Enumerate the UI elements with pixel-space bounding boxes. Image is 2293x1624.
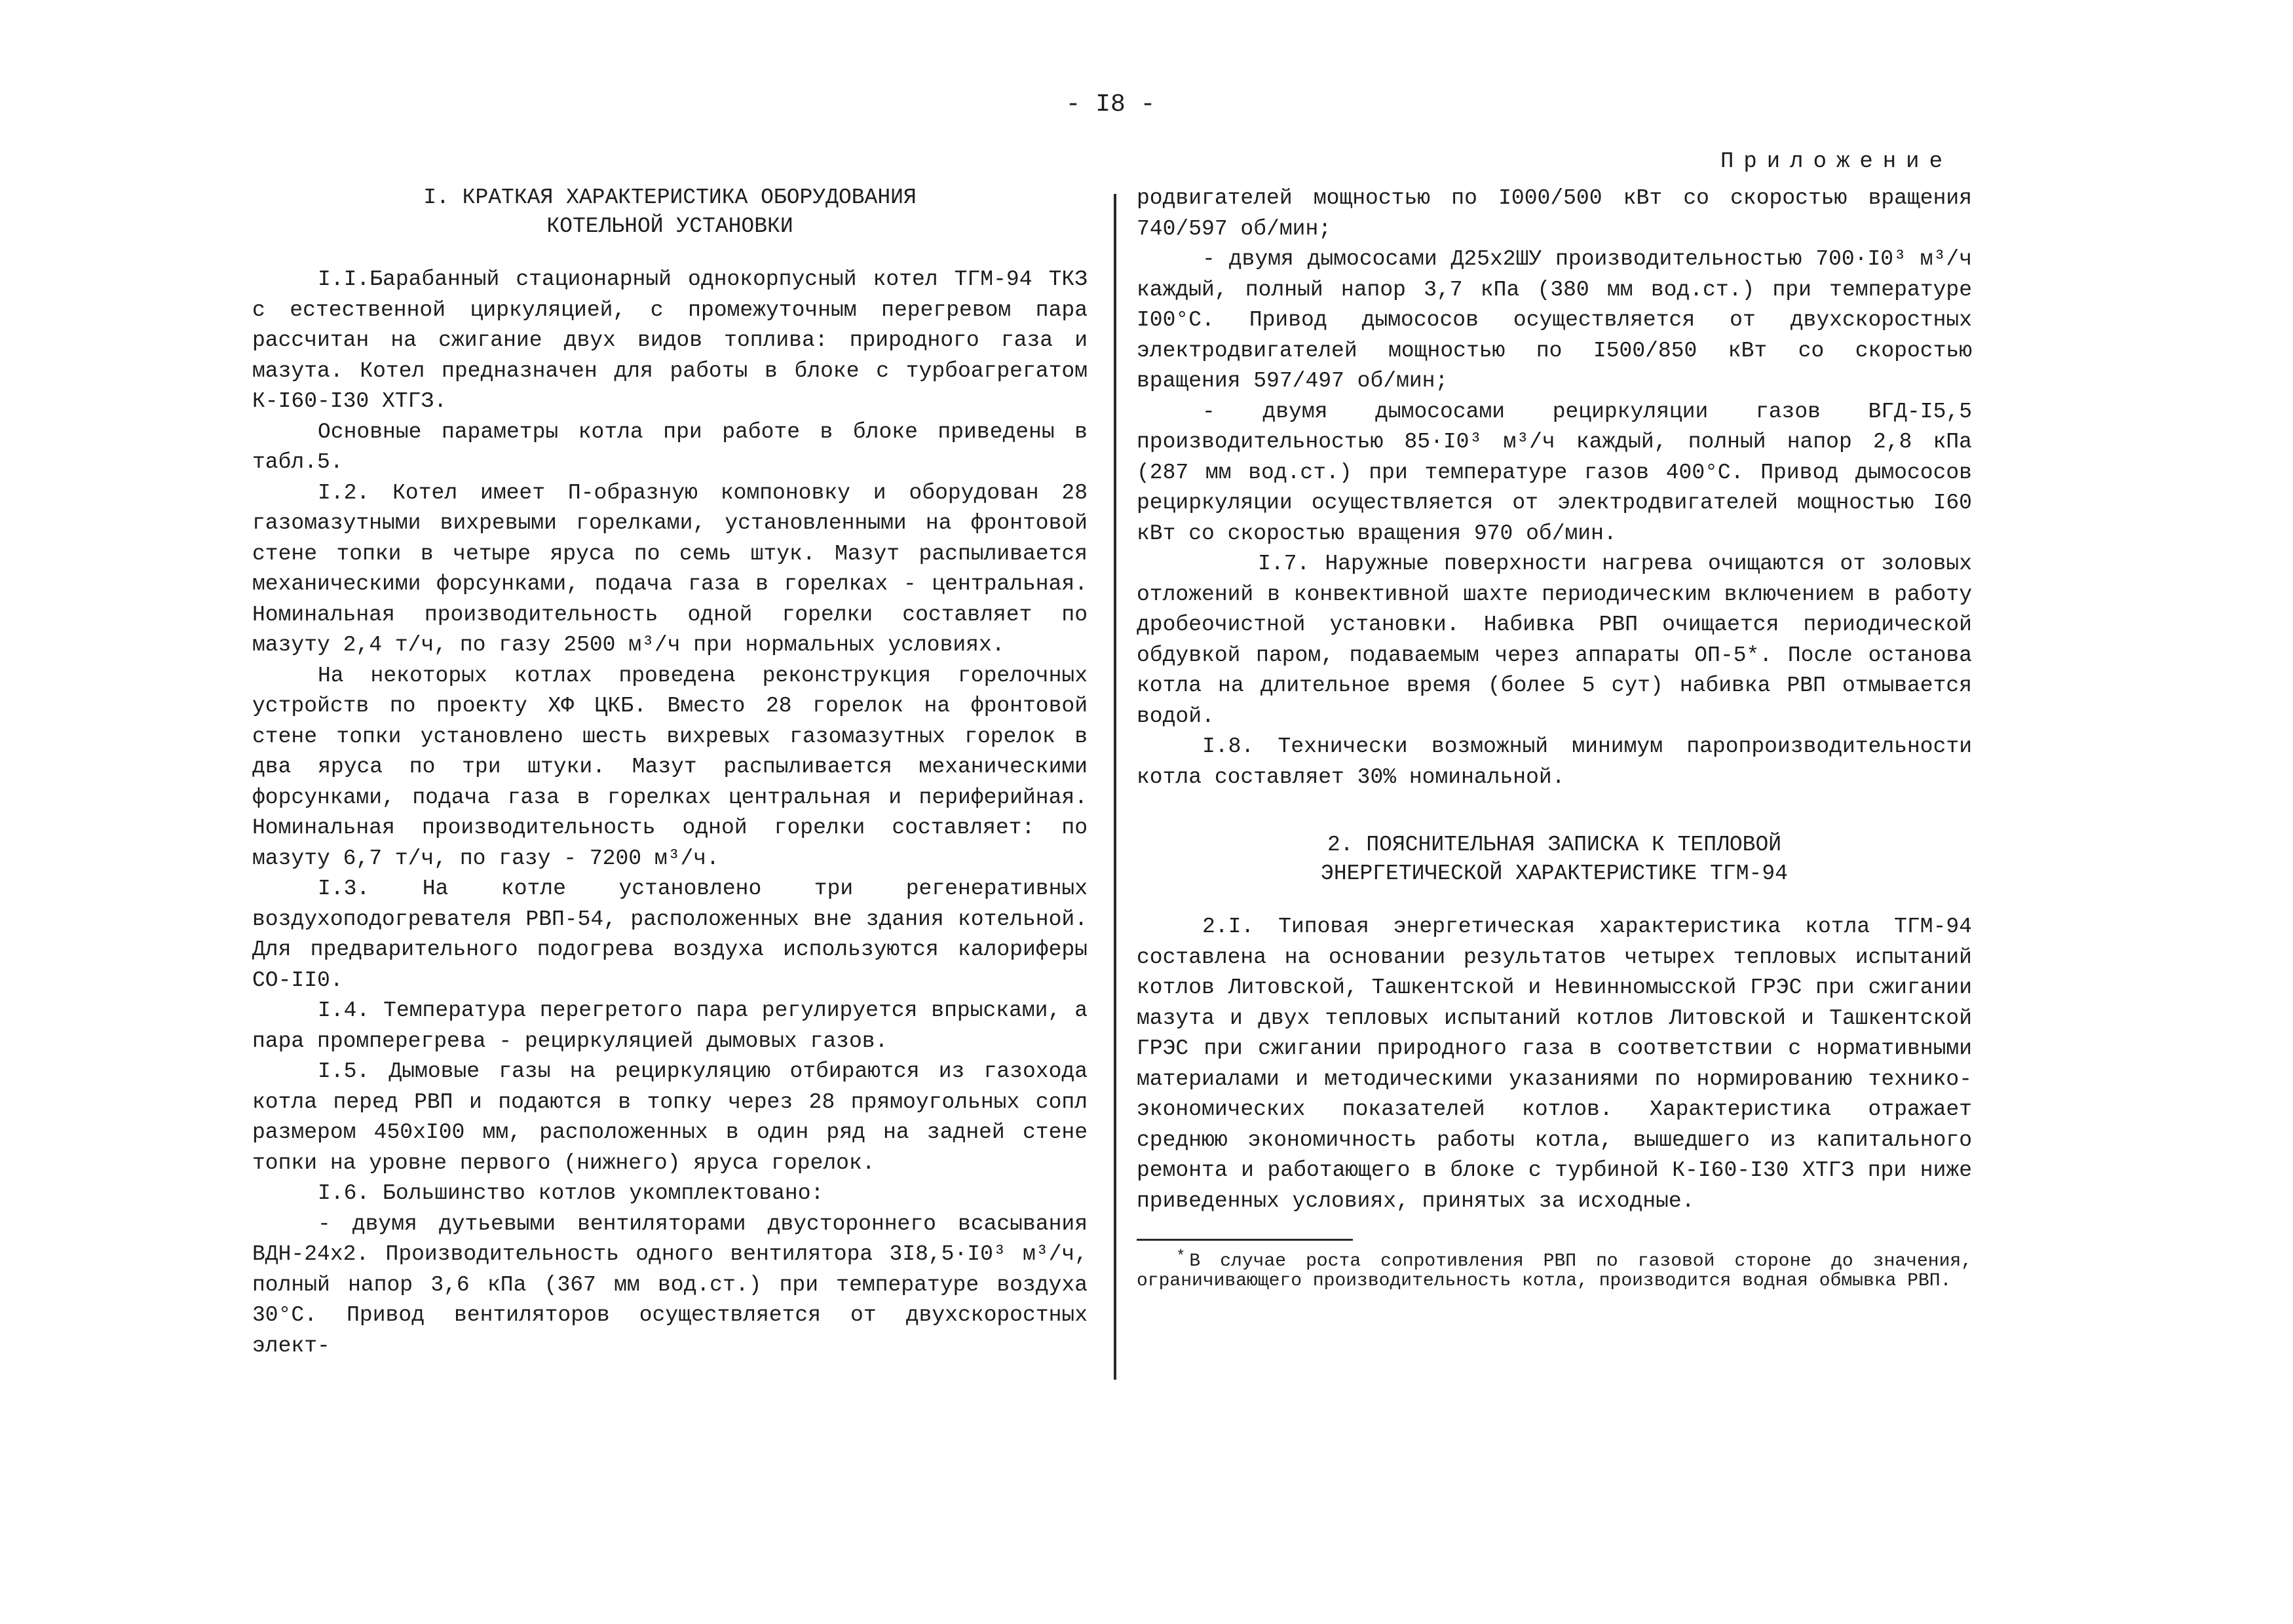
footnote-text: В случае роста сопротивления РВП по газовой стороне до значения, ограничивающего производительность котла, производится водная обмывка РВП. [1137,1251,1972,1291]
paragraph-1-3: I.3. На котле установлено три регенеративных воздухоподогревателя РВП-54, расположенных вне здания котельной. Для предварительного подогрева воздуха используются калориферы СО-II0. [252,877,1088,992]
paragraph-1-6: I.6. Большинство котлов укомплектовано: [318,1181,824,1205]
footnote-rule [1137,1239,1353,1241]
appendix-label: Приложение [1720,149,1952,174]
paragraph-2-1: 2.I. Типовая энергетическая характеристика котла ТГМ-94 составлена на основании результатов четырех тепловых испытаний котлов Литовской, Ташкентской и Невинномысской ГРЭС при сжигании мазута и двух тепловых испытаний котлов Литовской и Ташкентской ГРЭС при сжигании природного газа в соответствии с нормативными материалами и методическими указаниями по нормированию технико-экономических показателей котлов. Характеристика отражает среднюю экономичность работы котла, вышедшего из капитального ремонта и работающего в блоке с турбиной К-I60-I30 ХТГЗ при ниже приведенных условиях, принятых за исходные. [1137,915,1972,1213]
footnote [1137,1247,1972,1291]
paragraph-1-2: I.2. Котел имеет П-образную компоновку и оборудован 28 газомазутными вихревыми горелками, установленными на фронтовой стене топки в четыре яруса по семь штук. Мазут распыливается механическими форсунками, подача газа в горелках - центральная. Номинальная производительность одной горелки составляет по мазуту 2,4 т/ч, по газу 2500 м³/ч при нормальных условиях. [252,480,1088,657]
paragraph-1-2b: На некоторых котлах проведена реконструкция горелочных устройств по проекту ХФ ЦКБ. Вместо 28 горелок на фронтовой стене топки установлено шесть вихревых газомазутных горелок в два яруса по три штуки. Мазут распыливается механическими форсунками, подача газа в горелках центральная и периферийная. Номинальная производительность одной горелки составляет: по мазуту 6,7 т/ч, по газу - 7200 м³/ч. [252,663,1088,871]
paragraph-1-6a-continued: родвигателей мощностью по I000/500 кВт со скоростью вращения 740/597 об/мин; [1137,186,1972,241]
right-column [1137,183,1972,1291]
paragraph-1-6a: - двумя дутьевыми вентиляторами двустороннего всасывания ВДН-24х2. Производительность одного вентилятора 3I8,5·I0³ м³/ч, полный напор 3,6 кПа (367 мм вод.ст.) при температуре воздуха 30°С. Привод вентиляторов осуществляется от двухскоростных элект- [252,1211,1088,1358]
column-divider [1114,194,1116,1380]
section1-title-line1: I. КРАТКАЯ ХАРАКТЕРИСТИКА ОБОРУДОВАНИЯ [423,185,917,210]
paragraph-1-6b: - двумя дымососами Д25х2ШУ производительностью 700·I0³ м³/ч каждый, полный напор 3,7 кПа (380 мм вод.ст.) при температуре I00°С. Привод дымососов осуществляется от двухскоростных электродвигателей мощностью по I500/850 кВт со скоростью вращения 597/497 об/мин; [1137,247,1972,393]
section1-title-line2: КОТЕЛЬНОЙ УСТАНОВКИ [546,214,793,238]
paragraph-1-4: I.4. Температура перегретого пара регулируется впрысками, а пара промперегрева - рециркуляцией дымовых газов. [252,998,1088,1053]
paragraph-1-5: I.5. Дымовые газы на рециркуляцию отбираются из газохода котла перед РВП и подаются в топку через 28 прямоугольных сопл размером 450хI00 мм, расположенных в один ряд на задней стене топки на уровне первого (нижнего) яруса горелок. [252,1059,1088,1175]
paragraph-1-7: I.7. Наружные поверхности нагрева очищаются от золовых отложений в конвективной шахте периодическим включением в работу дробеочистной установки. Набивка РВП очищается периодической обдувкой паром, подаваемым через аппараты ОП-5*. После останова котла на длительное время (более 5 сут) набивка РВП отмывается водой. [1137,552,1972,728]
paragraph-1-8: I.8. Технически возможный минимум паропроизводительности котла составляет 30% номинальной. [1137,734,1972,789]
section2-title-line2: ЭНЕРГЕТИЧЕСКОЙ ХАРАКТЕРИСТИКЕ ТГМ-94 [1321,861,1788,886]
footnote-mark: * [1176,1248,1186,1266]
left-column [252,183,1088,1361]
page-number: - I8 - [1065,90,1156,119]
section2-title-line1: 2. ПОЯСНИТЕЛЬНАЯ ЗАПИСКА К ТЕПЛОВОЙ [1327,833,1782,857]
paragraph-1-1: I.I.Барабанный стационарный однокорпусный котел ТГМ-94 ТКЗ с естественной циркуляцией, с промежуточным перегревом пара рассчитан на сжигание двух видов топлива: природного газа и мазута. Котел предназначен для работы в блоке с турбоагрегатом К-I60-I30 ХТГЗ. [252,267,1088,413]
paragraph-1-6c: - двумя дымососами рециркуляции газов ВГД-I5,5 производительностью 85·I0³ м³/ч каждый, полный напор 2,8 кПа (287 мм вод.ст.) при температуре газов 400°С. Привод дымососов рециркуляции осуществляется от электродвигателей мощностью I60 кВт со скоростью вращения 970 об/мин. [1137,399,1972,546]
paragraph-1-1b: Основные параметры котла при работе в блоке приведены в табл.5. [252,419,1088,474]
